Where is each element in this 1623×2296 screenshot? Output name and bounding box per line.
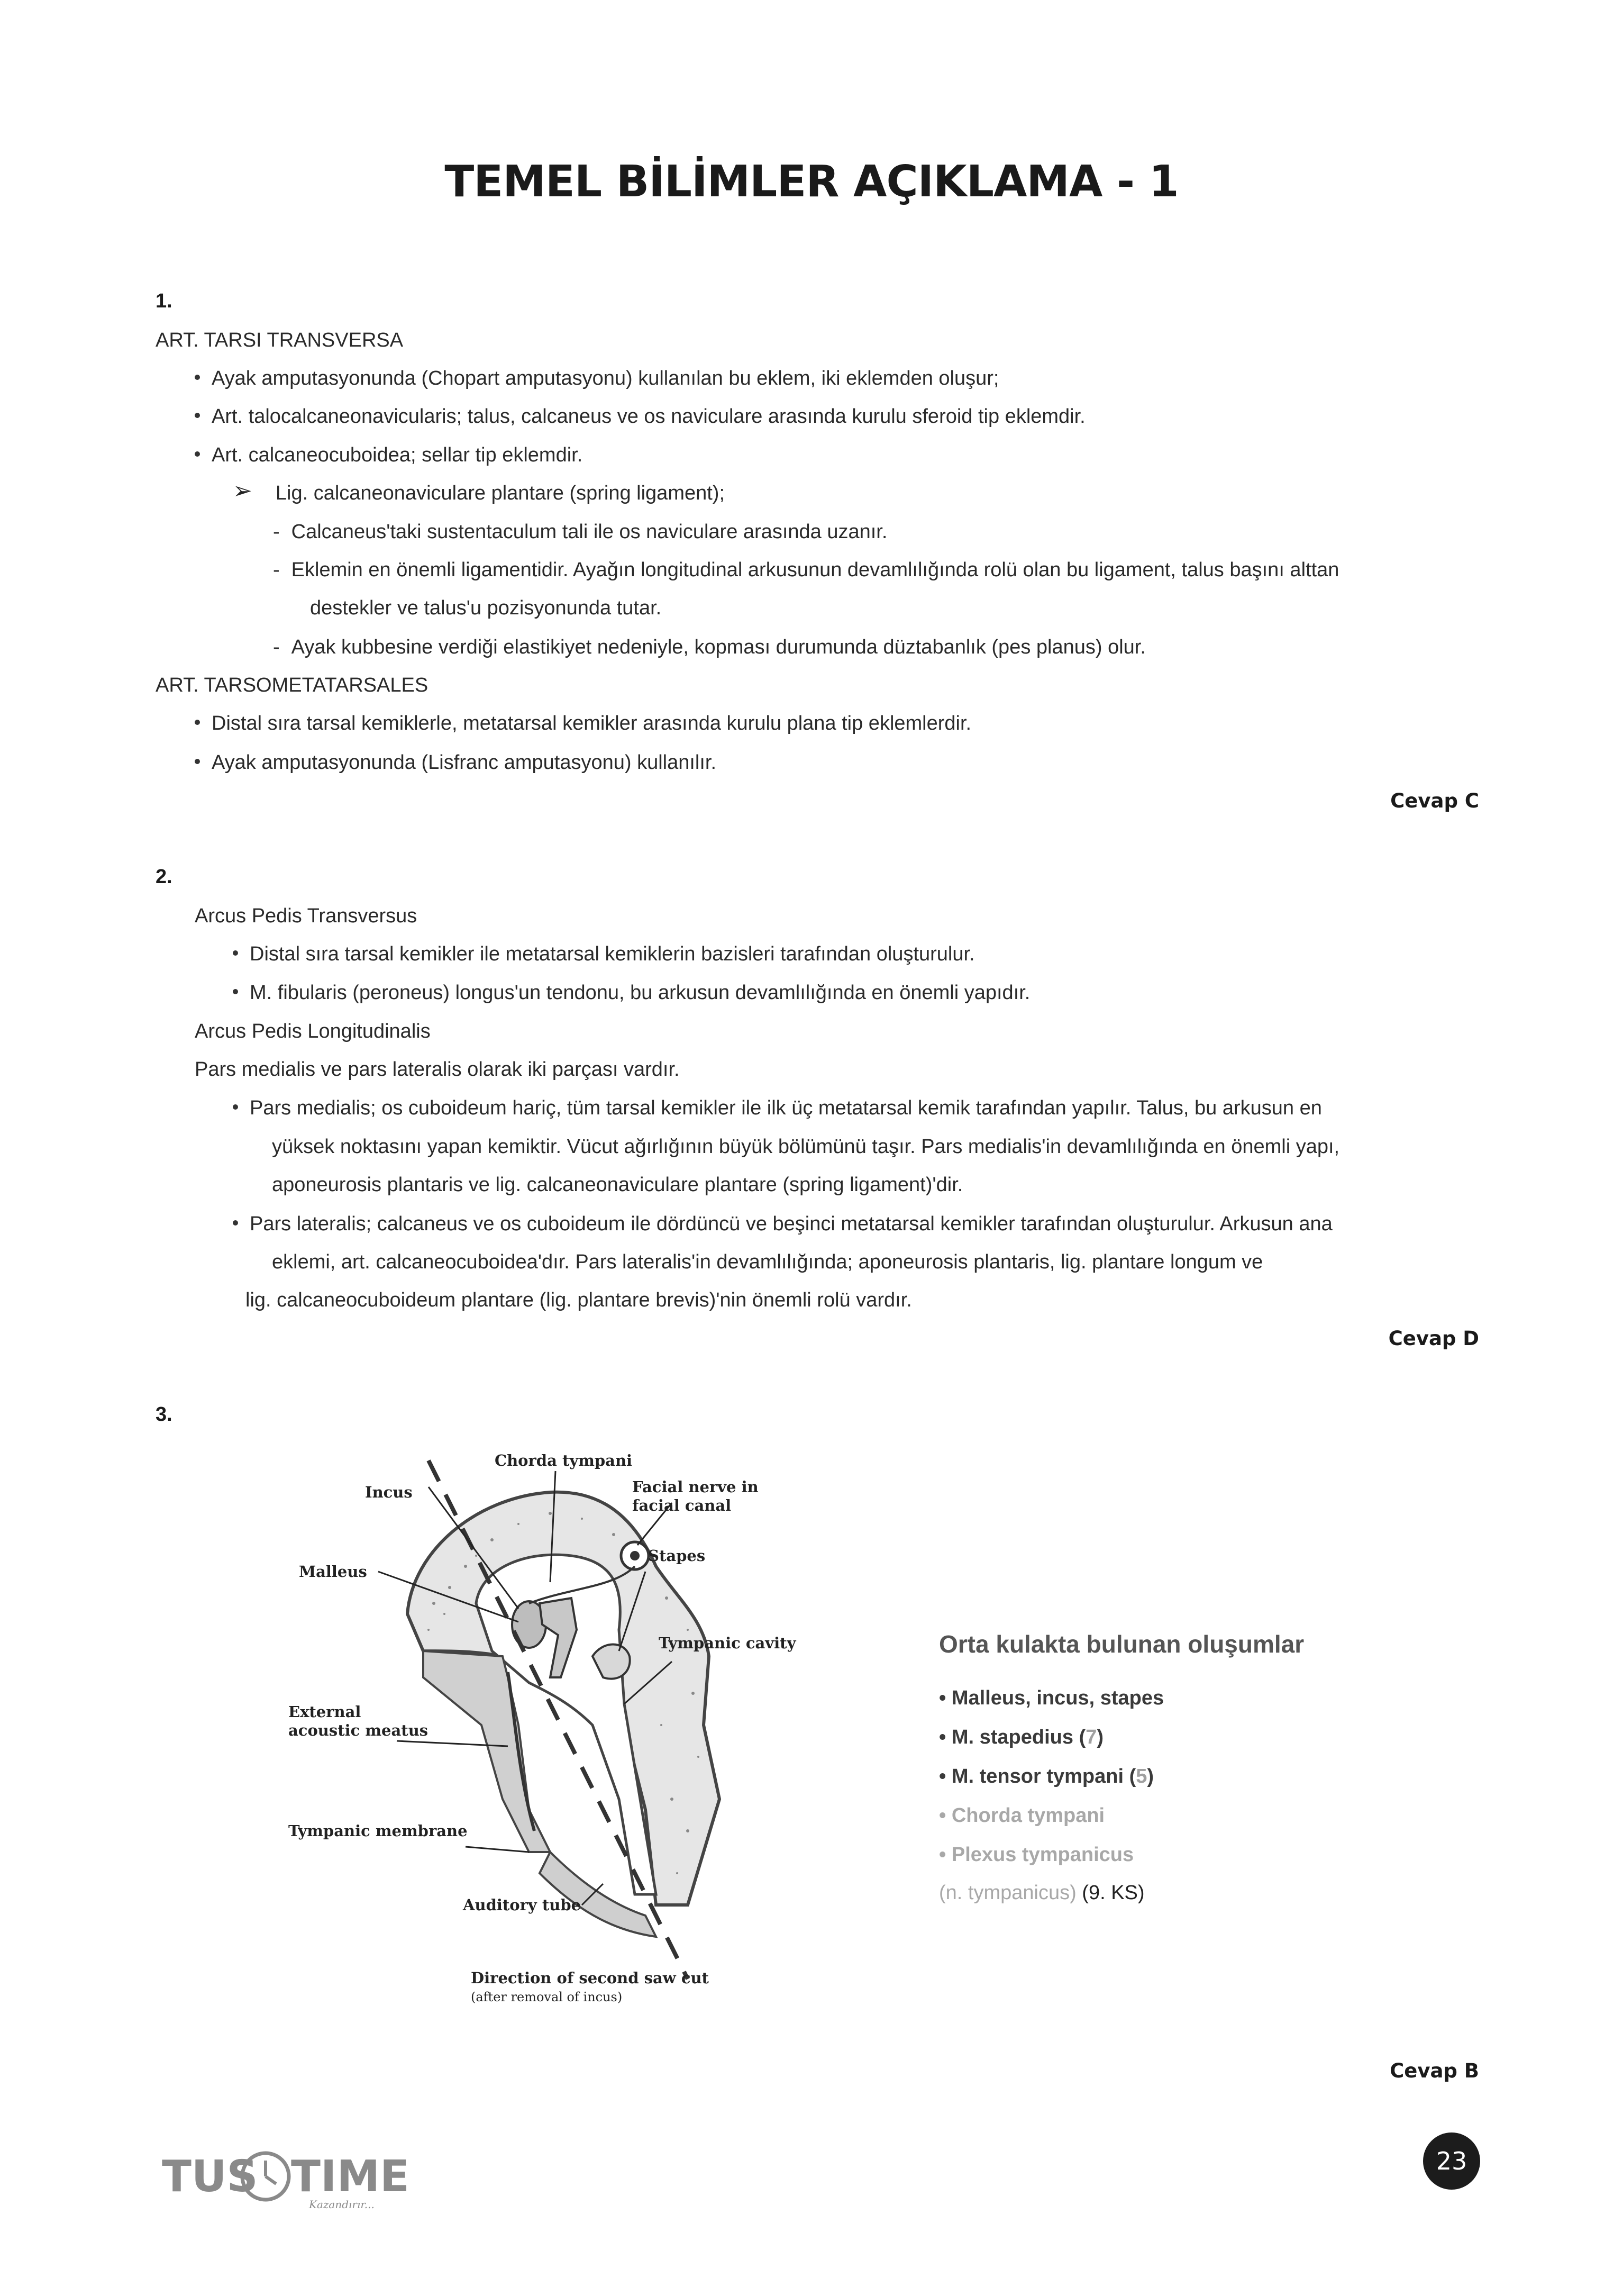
q1-bullet-1: Ayak amputasyonunda (Chopart amputasyonu) kullanılan bu eklem, iki eklemden oluşur; — [195, 366, 999, 391]
question-2-number: 2. — [156, 866, 172, 888]
svg-text:Kazandırır...: Kazandırır... — [309, 2198, 375, 2211]
middle-ear-structures-list — [939, 1630, 1304, 1911]
middle-ear-diagram — [254, 1429, 889, 2037]
label-direction-saw-cut: Direction of second saw cut — [471, 1969, 709, 1987]
q2-answer: Cevap D — [1388, 1327, 1479, 1350]
q2-bullet-4-cont-2: lig. calcaneocuboideum plantare (lig. plantare brevis)'nin önemli rolü vardır. — [245, 1289, 912, 1311]
q2-bullet-2: M. fibularis (peroneus) longus'un tendonu, bu arkusun devamlılığında en önemli yapıdır. — [233, 981, 1030, 1005]
bullet-dot — [233, 1104, 238, 1110]
q2-bullet-3-cont-2: aponeurosis plantaris ve lig. calcaneonaviculare plantare (spring ligament)'dir. — [272, 1174, 963, 1196]
q1-bullet-2: Art. talocalcaneonavicularis; talus, calcaneus ve os naviculare arasında kurulu sferoid tip eklemdir. — [195, 404, 1086, 429]
bullet-dot — [195, 720, 200, 725]
bullet-dot — [233, 989, 238, 994]
list-item-plexus-tympanicus: • Plexus tympanicus — [939, 1844, 1134, 1866]
question-1-number: 1. — [156, 290, 172, 312]
label-external-meatus-2: acoustic meatus — [288, 1721, 428, 1739]
list-item-n-tympanicus: (n. tympanicus) (9. KS) — [939, 1882, 1145, 1904]
q2-heading-longitudinalis: Arcus Pedis Longitudinalis — [195, 1020, 431, 1042]
q3-answer: Cevap B — [1390, 2059, 1479, 2082]
q1-dash-2-cont: destekler ve talus'u pozisyonunda tutar. — [310, 597, 662, 619]
q2-paragraph: Pars medialis ve pars lateralis olarak iki parçası vardır. — [195, 1058, 680, 1081]
bullet-dot — [195, 413, 200, 418]
label-facial-nerve-1: Facial nerve in — [632, 1478, 759, 1496]
label-tympanic-cavity: Tympanic cavity — [659, 1634, 796, 1652]
bullet-dot — [195, 451, 200, 457]
q1-bullet-4: Distal sıra tarsal kemiklerle, metatarsal kemikler arasında kurulu plana tip eklemlerdir. — [195, 711, 971, 736]
q1-heading-tarsi-transversa: ART. TARSI TRANSVERSA — [156, 329, 404, 351]
page-title: TEMEL BİLİMLER AÇIKLAMA - 1 — [444, 157, 1179, 207]
label-external-meatus-1: External — [288, 1703, 361, 1721]
q2-bullet-3: Pars medialis; os cuboideum hariç, tüm tarsal kemikler ile ilk üç metatarsal kemik tarafından yapılır. Talus, bu arkusun en — [233, 1096, 1322, 1120]
label-after-removal: (after removal of incus) — [471, 1990, 623, 2004]
question-3-number: 3. — [156, 1403, 172, 1426]
list-title: Orta kulakta bulunan oluşumlar — [939, 1630, 1305, 1658]
q2-bullet-4-cont-1: eklemi, art. calcaneocuboidea'dır. Pars lateralis'in devamlılığında; aponeurosis plantaris, lig. plantare longum ve — [272, 1251, 1263, 1273]
list-item-stapedius: • M. stapedius (7) — [939, 1726, 1104, 1748]
q1-heading-tarsometatarsales: ART. TARSOMETATARSALES — [156, 674, 428, 696]
q2-heading-transversus: Arcus Pedis Transversus — [195, 905, 417, 927]
list-item-chorda-tympani: • Chorda tympani — [939, 1804, 1105, 1827]
svg-text:TUS: TUS — [162, 2152, 258, 2202]
label-auditory-tube: Auditory tube — [463, 1896, 581, 1914]
svg-text:TIME: TIME — [291, 2152, 410, 2202]
tustime-logo — [162, 2146, 410, 2215]
label-chorda-tympani: Chorda tympani — [495, 1451, 633, 1469]
page-number: 23 — [1423, 2132, 1480, 2190]
label-incus: Incus — [365, 1483, 413, 1501]
q1-arrow-item: ➢ Lig. calcaneonaviculare plantare (spring ligament); — [233, 478, 725, 504]
q1-dash-2: - Eklemin en önemli ligamentidir. Ayağın longitudinal arkusunun devamlılığında rolü olan bu ligament, talus başını alttan — [273, 559, 1339, 581]
list-item-tensor-tympani: • M. tensor tympani (5) — [939, 1765, 1154, 1787]
bullet-dot — [195, 375, 200, 380]
list-item-ossicles: • Malleus, incus, stapes — [939, 1687, 1164, 1709]
q2-bullet-4: Pars lateralis; calcaneus ve os cuboideum ile dördüncü ve beşinci metatarsal kemikler tarafından oluşturulur. Arkusun ana — [233, 1212, 1333, 1236]
label-stapes: Stapes — [648, 1547, 706, 1565]
label-malleus: Malleus — [299, 1563, 367, 1581]
label-tympanic-membrane: Tympanic membrane — [288, 1822, 468, 1840]
q2-bullet-3-cont-1: yüksek noktasını yapan kemiktir. Vücut ağırlığının büyük bölümünü taşır. Pars medialis'in devamlılığında en önemli yapı, — [272, 1136, 1340, 1158]
bullet-dot — [233, 1220, 238, 1226]
q1-bullet-3: Art. calcaneocuboidea; sellar tip eklemdir. — [195, 443, 582, 467]
q1-dash-3: - Ayak kubbesine verdiği elastikiyet nedeniyle, kopması durumunda düztabanlık (pes planus) olur. — [273, 636, 1146, 658]
q1-bullet-5: Ayak amputasyonunda (Lisfranc amputasyonu) kullanılır. — [195, 750, 716, 775]
bullet-dot — [233, 950, 238, 956]
q1-answer: Cevap C — [1390, 789, 1479, 812]
q2-bullet-1: Distal sıra tarsal kemikler ile metatarsal kemiklerin bazisleri tarafından oluşturulur. — [233, 942, 975, 966]
arrow-icon: ➢ — [233, 478, 252, 504]
bullet-dot — [195, 759, 200, 764]
q1-dash-1: - Calcaneus'taki sustentaculum tali ile os naviculare arasında uzanır. — [273, 521, 888, 543]
label-facial-nerve-2: facial canal — [632, 1496, 732, 1514]
